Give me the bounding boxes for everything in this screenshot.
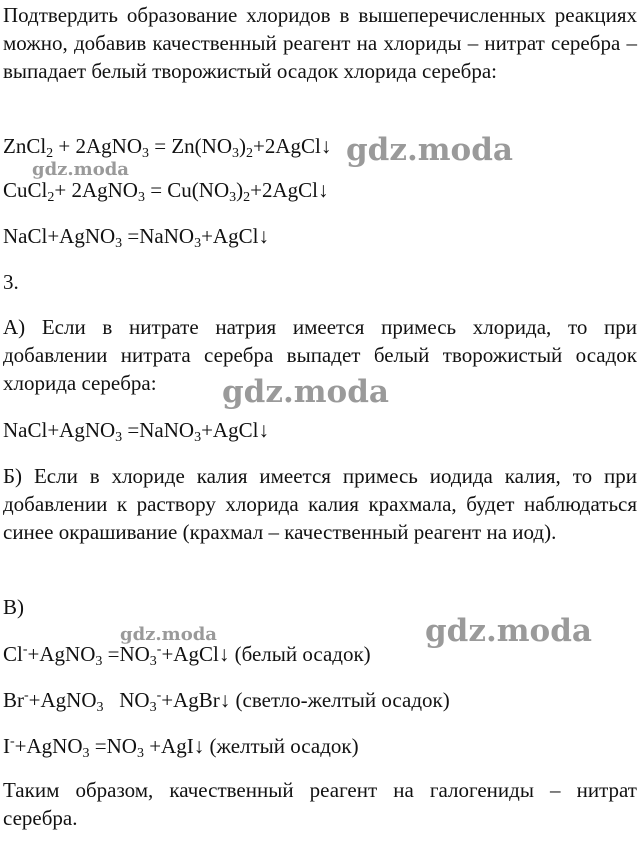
watermark-4: gdz.moda <box>120 624 217 645</box>
equation-iodide: I-+AgNO$_3$ $=NO_3$ +AgI↓ (желтый осадок) <box>3 734 359 761</box>
equation-nacl-1: NaCl+AgNO$_3$ =NaNO$_3$+AgCl↓ <box>3 224 269 251</box>
watermark-5: gdz.moda <box>425 613 592 649</box>
note-white: (белый осадок) <box>234 642 371 666</box>
watermark-1: gdz.moda <box>346 132 513 168</box>
equation-chloride: Cl-+AgNO$_3$ $=NO_3^-+AgCl↓$ (белый осадок) <box>3 642 371 669</box>
equation-zncl2: ZnCl$_2$ + 2AgNO$_3$ = $Zn(NO_3)_2+2AgCl↓$ <box>3 134 332 161</box>
note-light-yellow: (светло-желтый осадок) <box>235 688 450 712</box>
note-yellow: (желтый осадок) <box>209 734 359 758</box>
paragraph-b: Б) Если в хлориде калия имеется примесь иодида калия, то при добавлении к раствору хлорида калия крахмала, будет наблюдаться синее окрашивание (крахмал – качественный реагент на иод). <box>3 464 637 544</box>
conclusion-paragraph: Таким образом, качественный реагент на галогениды – нитрат серебра. <box>3 778 637 830</box>
item-v: В) <box>3 595 24 619</box>
equation-nacl-2: NaCl+AgNO$_3$ =NaNO$_3$+AgCl↓ <box>3 418 269 445</box>
watermark-2: gdz.moda <box>32 159 129 180</box>
watermark-3: gdz.moda <box>222 374 389 410</box>
paragraph-a: А) Если в нитрате натрия имеется примесь хлорида, то при добавлении нитрата серебра выпадет белый творожистый осадок хлорида серебра: <box>3 315 637 395</box>
equation-cucl2: CuCl$_2$+ 2AgNO$_3$ = $Cu(NO_3)_2+2AgCl↓$ <box>3 178 329 205</box>
item-number: 3. <box>3 270 19 294</box>
equation-bromide: Br-+AgNO$_3$ $NO_3^-+AgBr↓$ (светло-желтый осадок) <box>3 688 450 715</box>
intro-paragraph: Подтвердить образование хлоридов в вышеперечисленных реакциях можно, добавив качественный реагент на хлориды – нитрат серебра – выпадает белый творожистый осадок хлорида серебра: <box>3 3 637 83</box>
